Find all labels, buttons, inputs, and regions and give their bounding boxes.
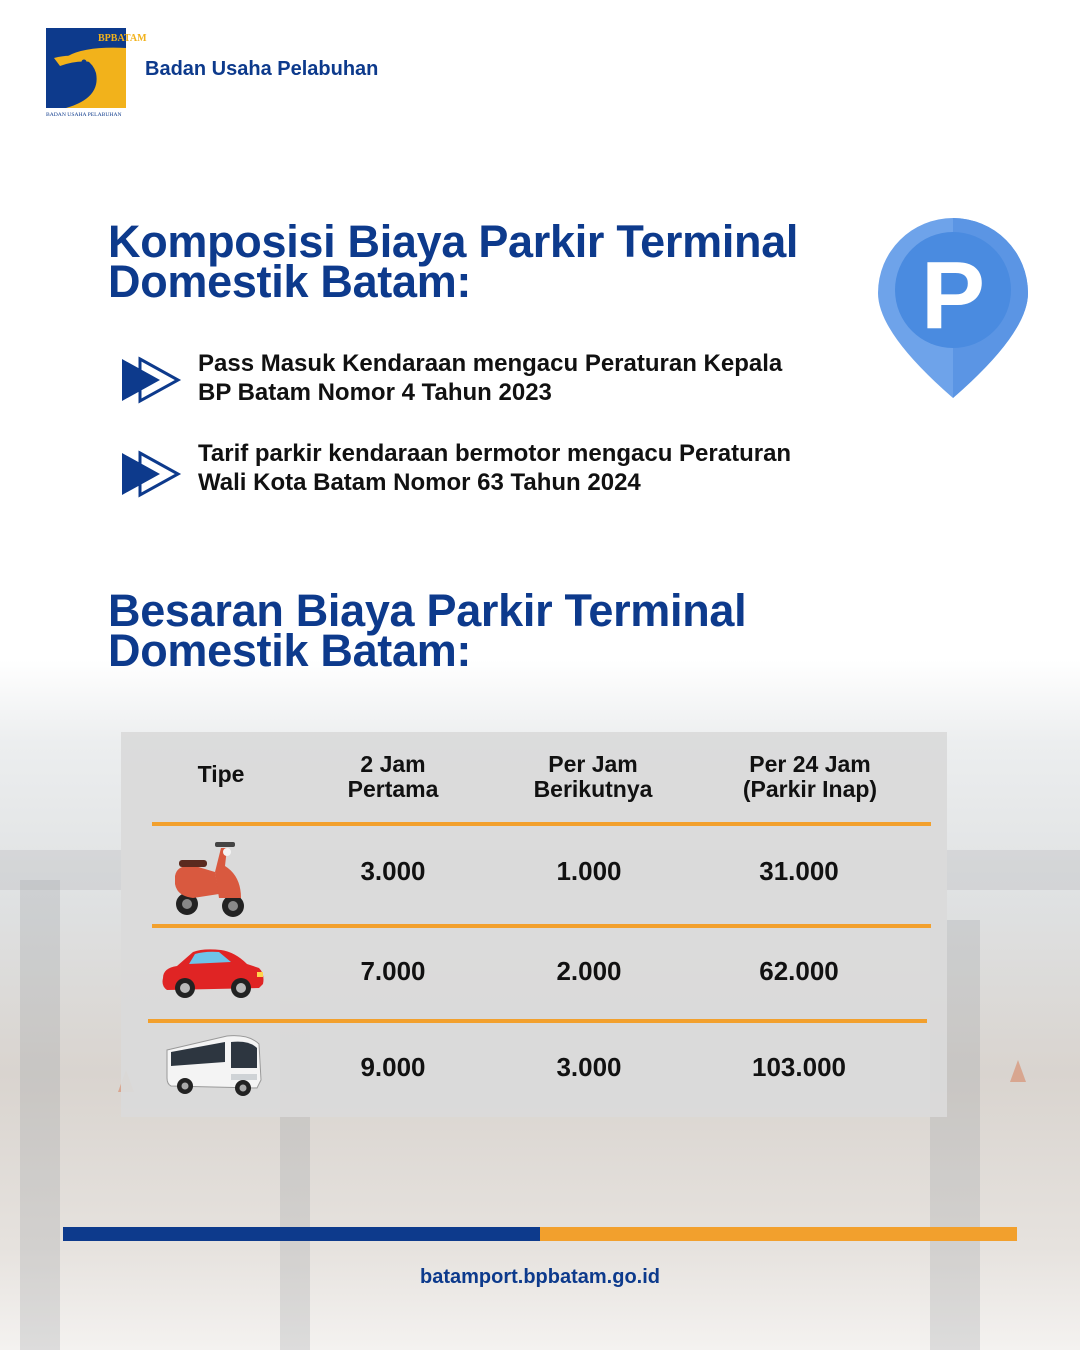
row1-next-hour: 1.000 — [556, 856, 622, 886]
composition-item-1-text: Pass Masuk Kendaraan mengacu Peraturan Kepala BP Batam Nomor 4 Tahun 2023 — [198, 350, 783, 406]
row3-per-24h: 103.000 — [752, 1052, 846, 1082]
composition-item-2-text: Tarif parkir kendaraan bermotor mengacu Peraturan Wali Kota Batam Nomor 63 Tahun 2024 — [198, 440, 792, 496]
row1-per-24h: 31.000 — [759, 856, 839, 886]
header-next-hour: Per Jam Berikutnya — [533, 751, 653, 802]
composition-title-line2: Domestik Batam: — [108, 256, 472, 307]
fees-title-line1: Besaran Biaya Parkir Terminal — [108, 585, 747, 636]
header-per-24h: Per 24 Jam (Parkir Inap) — [742, 751, 878, 802]
svg-text:P: P — [920, 242, 986, 349]
row-divider — [152, 822, 931, 826]
fees-title — [108, 585, 747, 676]
composition-title — [108, 216, 799, 307]
svg-text:BPBATAM: BPBATAM — [98, 33, 147, 44]
play-arrow-icon — [120, 451, 180, 497]
row3-first-2h: 9.000 — [360, 1052, 426, 1082]
row-divider — [148, 1019, 927, 1023]
brand-name: Badan Usaha Pelabuhan — [145, 58, 379, 80]
car-icon — [159, 944, 265, 1002]
svg-text:BADAN USAHA PELABUHAN: BADAN USAHA PELABUHAN — [46, 112, 122, 118]
fees-title-line2: Domestik Batam: — [108, 625, 472, 676]
row2-per-24h: 62.000 — [759, 956, 839, 986]
row2-next-hour: 2.000 — [556, 956, 622, 986]
parking-pin-icon — [878, 218, 1028, 398]
bus-icon — [165, 1034, 265, 1096]
footer-bar-orange — [540, 1227, 1017, 1241]
row1-first-2h: 3.000 — [360, 856, 426, 886]
play-arrow-icon — [120, 357, 180, 403]
footer-bar-blue — [63, 1227, 540, 1241]
composition-title-line1: Komposisi Biaya Parkir Terminal — [108, 216, 799, 267]
fee-table — [121, 732, 947, 1117]
motorcycle-icon — [171, 836, 247, 920]
header-type: Tipe — [197, 761, 245, 787]
row3-next-hour: 3.000 — [556, 1052, 622, 1082]
row2-first-2h: 7.000 — [360, 956, 426, 986]
row-divider — [152, 924, 931, 928]
bp-batam-logo — [46, 28, 147, 118]
header-first-2h: 2 Jam Pertama — [347, 751, 439, 802]
website-link[interactable]: batamport.bpbatam.go.id — [420, 1266, 660, 1288]
